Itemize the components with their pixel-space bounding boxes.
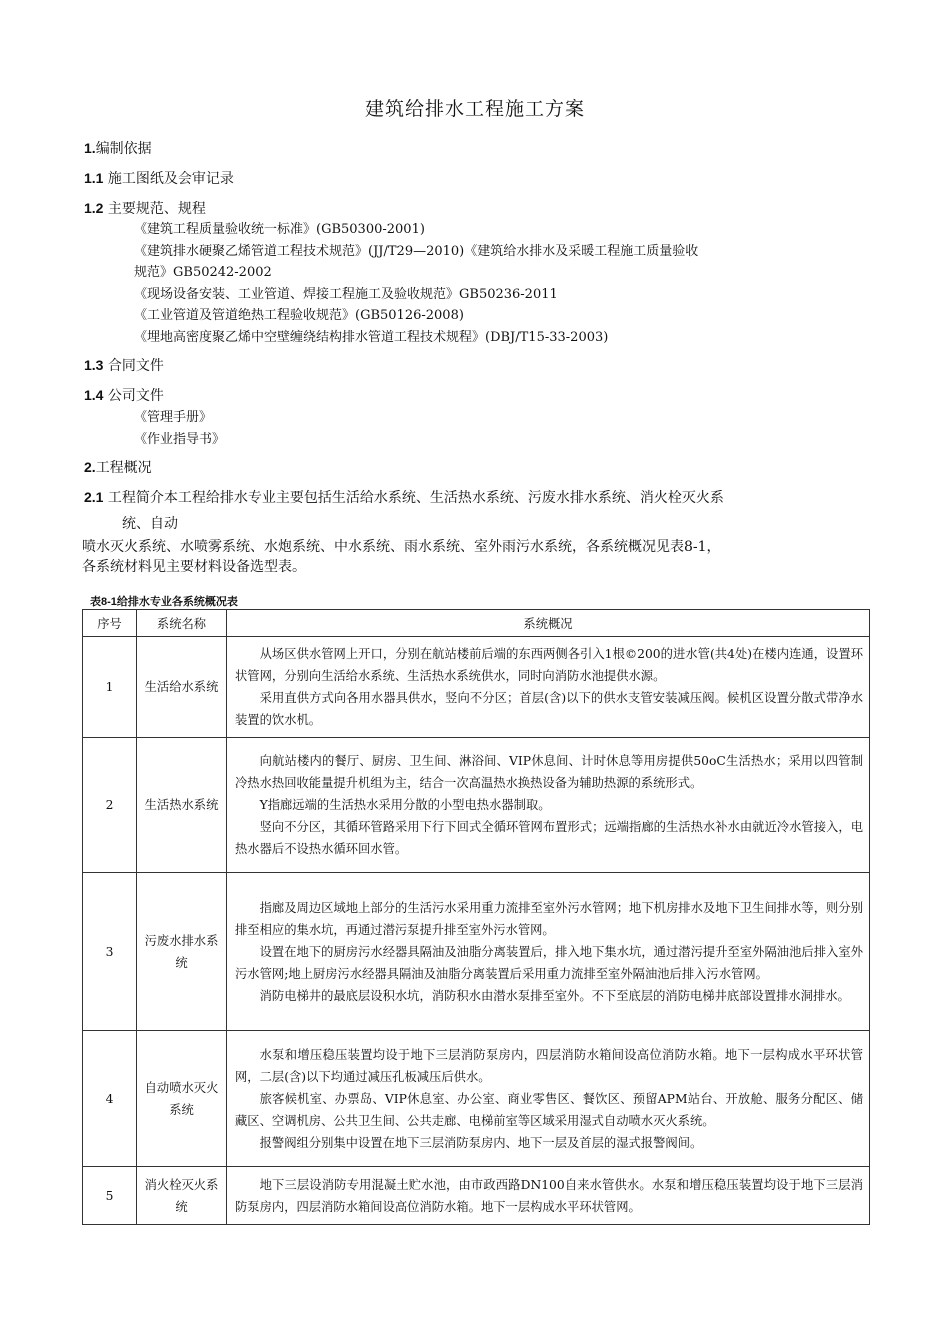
row-desc: 水泵和增压稳压装置均设于地下三层消防泵房内，四层消防水箱间设高位消防水箱。地下一层构成水平环状管网，二层(含)以下均通过减压孔板减压后供水。 旅客候机室、办票岛、VIP休息室、办公室、商业零售区、餐饮区、预留APM站台、开放舱、服务分配区、储藏区、空调机房、公共卫生间、公共走廊、电梯前室等区域采用湿式自动喷水灭火系统。 报警阀组分别集中设置在地下三层消防泵房内、地下一层及首层的湿式报警阀间。 [227, 1031, 870, 1167]
row-name: 污废水排水系统 [137, 873, 227, 1031]
company-doc: 《作业指导书》 [134, 432, 226, 447]
ref-item: 《建筑排水硬聚乙烯管道工程技术规范》(JJ/T29—2010)《建筑给水排水及采暖工程施工质量验收 [134, 244, 699, 259]
table-row [83, 1031, 870, 1167]
overview-text: 各系统材料见主要材料设备选型表。 [82, 559, 306, 575]
row-desc: 指廊及周边区域地上部分的生活污水采用重力流排至室外污水管网；地下机房排水及地下卫生间排水等，则分别排至相应的集水坑，再通过潜污泵提升排至室外污水管网。 设置在地下的厨房污水经器具隔油及油脂分离装置后，排入地下集水坑，通过潜污提升至室外隔油池后排入室外污水管网;地上厨房污水经器具隔油及油脂分离装置后采用重力流排至室外隔油池后排入污水管网。 消防电梯井的最底层设积水坑，消防积水由潜水泵排至室外。不下至底层的消防电梯井底部设置排水洞排水。 [227, 873, 870, 1031]
ref-item: 《现场设备安装、工业管道、焊接工程施工及验收规范》GB50236-2011 [134, 287, 558, 302]
row-no: 2 [83, 738, 137, 873]
header-no: 序号 [83, 610, 137, 637]
row-name: 生活热水系统 [137, 738, 227, 873]
table-row [83, 1167, 870, 1225]
heading-1: 1.编制依据 [84, 140, 152, 157]
ref-item: 《工业管道及管道绝热工程验收规范》(GB50126-2008) [134, 308, 464, 323]
table-caption: 表8-1给排水专业各系统概况表 [90, 596, 238, 608]
row-desc: 地下三层设消防专用混凝土贮水池，由市政西路DN100自来水管供水。水泵和增压稳压装置均设于地下三层消防泵房内，四层消防水箱间设高位消防水箱。地下一层构成水平环状管网。 [227, 1167, 870, 1225]
row-no: 3 [83, 873, 137, 1031]
row-name: 生活给水系统 [137, 637, 227, 738]
overview-text: 喷水灭火系统、水喷雾系统、水炮系统、中水系统、雨水系统、室外雨污水系统，各系统概况见表8-1， [82, 539, 721, 555]
ref-item: 《建筑工程质量验收统一标准》(GB50300-2001) [134, 222, 425, 237]
systems-table [82, 609, 870, 1225]
row-desc: 从场区供水管网上开口，分别在航站楼前后端的东西两侧各引入1根©200的进水管(共4处)在楼内连通，设置环状管网，分别向生活给水系统、生活热水系统供水，同时向消防水池提供水源。 采用直供方式向各用水器具供水，竖向不分区；首层(含)以下的供水支管安装减压阀。候机区设置分散式带净水装置的饮水机。 [227, 637, 870, 738]
company-doc: 《管理手册》 [134, 410, 213, 425]
ref-item: 规范》GB50242-2002 [134, 265, 272, 280]
heading-1-2: 1.2 主要规范、规程 [84, 200, 206, 217]
ref-item: 《埋地高密度聚乙烯中空壁缠绕结构排水管道工程技术规程》(DBJ/T15-33-2003) [134, 330, 609, 345]
row-name: 自动喷水灭火系统 [137, 1031, 227, 1167]
heading-1-4: 1.4 公司文件 [84, 387, 164, 404]
row-name: 消火栓灭火系统 [137, 1167, 227, 1225]
heading-1-3: 1.3 合同文件 [84, 357, 164, 374]
page-title: 建筑给排水工程施工方案 [364, 98, 585, 120]
overview-text: 统、自动 [122, 516, 178, 532]
table-header-row [83, 610, 870, 637]
header-name: 系统名称 [137, 610, 227, 637]
table-row [83, 873, 870, 1031]
row-desc: 向航站楼内的餐厅、厨房、卫生间、淋浴间、VIP休息间、计时休息等用房提供50oC生活热水；采用以四管制冷热水热回收能量提升机组为主，结合一次高温热水换热设备为辅助热源的系统形式。 Y指廊远端的生活热水采用分散的小型电热水器制取。 竖向不分区，其循环管路采用下行下回式全循环管网布置形式；远端指廊的生活热水补水由就近冷水管接入，电热水器后不设热水循环回水管。 [227, 738, 870, 873]
heading-2: 2.工程概况 [84, 459, 152, 476]
table-row [83, 637, 870, 738]
row-no: 4 [83, 1031, 137, 1167]
row-no: 1 [83, 637, 137, 738]
heading-1-1: 1.1 施工图纸及会审记录 [84, 170, 234, 187]
header-desc: 系统概况 [227, 610, 870, 637]
table-row [83, 738, 870, 873]
heading-2-1: 2.1 工程简介本工程给排水专业主要包括生活给水系统、生活热水系统、污废水排水系统、消火栓灭火系 [84, 489, 724, 506]
row-no: 5 [83, 1167, 137, 1225]
